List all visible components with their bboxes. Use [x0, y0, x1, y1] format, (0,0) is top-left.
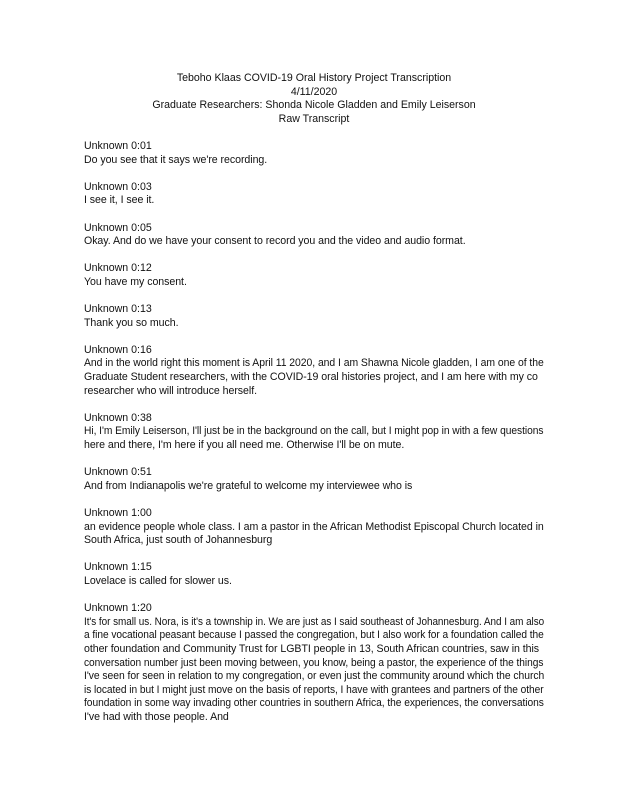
- utterance-text: [84, 235, 544, 249]
- utterance-line: I've seen for seen in relation to my congregation, or even just the community around which the church: [84, 670, 545, 683]
- speaker-timestamp: Unknown 0:03: [84, 180, 152, 193]
- utterance-line: other foundation and Community Trust for LGBTI people in 13, South African countries, saw in this: [84, 642, 540, 655]
- speaker-timestamp: Unknown 0:51: [84, 466, 152, 479]
- document-researchers: Graduate Researchers: Shonda Nicole Gladden and Emily Leiserson: [152, 99, 476, 112]
- transcript-entry: [84, 344, 544, 398]
- utterance-line: I see it, I see it.: [84, 194, 155, 207]
- utterance-text: [84, 616, 544, 725]
- utterance-line: Okay. And do we have your consent to record you and the video and audio format.: [84, 235, 466, 248]
- utterance-line: a fine vocational peasant because I passed the congregation, but I also work for a foundation called the: [84, 629, 544, 642]
- utterance-line: I've had with those people. And: [84, 710, 229, 723]
- speaker-timestamp: Unknown 0:38: [84, 411, 152, 424]
- document-title: Teboho Klaas COVID-19 Oral History Project Transcription: [176, 72, 452, 84]
- utterance-text: [84, 357, 544, 398]
- utterance-line: Thank you so much.: [84, 316, 179, 329]
- transcript-entry: [84, 262, 544, 289]
- utterance-line: is located in but I might just move on the basis of reports, I have with grantees and partners of the other: [84, 683, 544, 696]
- transcript-entry: [84, 602, 544, 724]
- utterance-line: Lovelace is called for slower us.: [84, 574, 232, 587]
- utterance-line: South Africa, just south of Johannesburg: [84, 534, 273, 547]
- utterance-text: [84, 194, 544, 208]
- utterance-text: [84, 154, 544, 168]
- speaker-timestamp: Unknown 0:12: [84, 262, 152, 275]
- transcript-page: [84, 72, 544, 738]
- transcript-entry: [84, 561, 544, 588]
- utterance-text: [84, 575, 544, 589]
- utterance-text: [84, 276, 544, 290]
- transcript-body: [84, 140, 544, 725]
- utterance-line: It's for small us. Nora, is it's a township in. We are just as I said southeast of Johannesburg. And I am also: [84, 615, 545, 628]
- utterance-line: foundation in some way invading other countries in southern Africa, the experiences, the conversations: [84, 697, 544, 710]
- speaker-timestamp: Unknown 1:15: [84, 561, 152, 574]
- utterance-line: Hi, I'm Emily Leiserson, I'll just be in the background on the call, but I might pop in with a few questions: [84, 425, 544, 438]
- utterance-line: an evidence people whole class. I am a pastor in the African Methodist Episcopal Church located in: [84, 520, 544, 533]
- speaker-timestamp: Unknown 0:01: [84, 139, 152, 152]
- utterance-text: [84, 425, 544, 452]
- utterance-line: Graduate Student researchers, with the COVID-19 oral histories project, and I am here with my co: [84, 371, 538, 384]
- transcript-entry: [84, 303, 544, 330]
- speaker-timestamp: Unknown 1:20: [84, 602, 152, 615]
- document-date: 4/11/2020: [290, 85, 338, 98]
- document-subtitle: Raw Transcript: [278, 112, 350, 125]
- utterance-line: You have my consent.: [84, 275, 187, 288]
- transcript-entry: [84, 222, 544, 249]
- utterance-text: [84, 480, 544, 494]
- transcript-entry: [84, 466, 544, 493]
- speaker-timestamp: Unknown 0:16: [84, 343, 152, 356]
- utterance-text: [84, 317, 544, 331]
- transcript-entry: [84, 412, 544, 453]
- speaker-timestamp: Unknown 0:05: [84, 221, 152, 234]
- utterance-line: researcher who will introduce herself.: [84, 384, 257, 397]
- speaker-timestamp: Unknown 0:13: [84, 303, 152, 316]
- utterance-text: [84, 521, 544, 548]
- utterance-line: And in the world right this moment is April 11 2020, and I am Shawna Nicole gladden, I am one of the: [84, 357, 544, 370]
- document-header: [84, 72, 544, 126]
- utterance-line: here and there, I'm here if you all need me. Otherwise I'll be on mute.: [84, 439, 405, 452]
- utterance-line: And from Indianapolis we're grateful to welcome my interviewee who is: [84, 479, 413, 492]
- transcript-entry: [84, 140, 544, 167]
- speaker-timestamp: Unknown 1:00: [84, 507, 152, 519]
- transcript-entry: [84, 507, 544, 548]
- transcript-entry: [84, 181, 544, 208]
- utterance-line: conversation number just been moving between, you know, being a pastor, the experience of the things: [84, 656, 544, 669]
- utterance-line: Do you see that it says we're recording.: [84, 153, 268, 166]
